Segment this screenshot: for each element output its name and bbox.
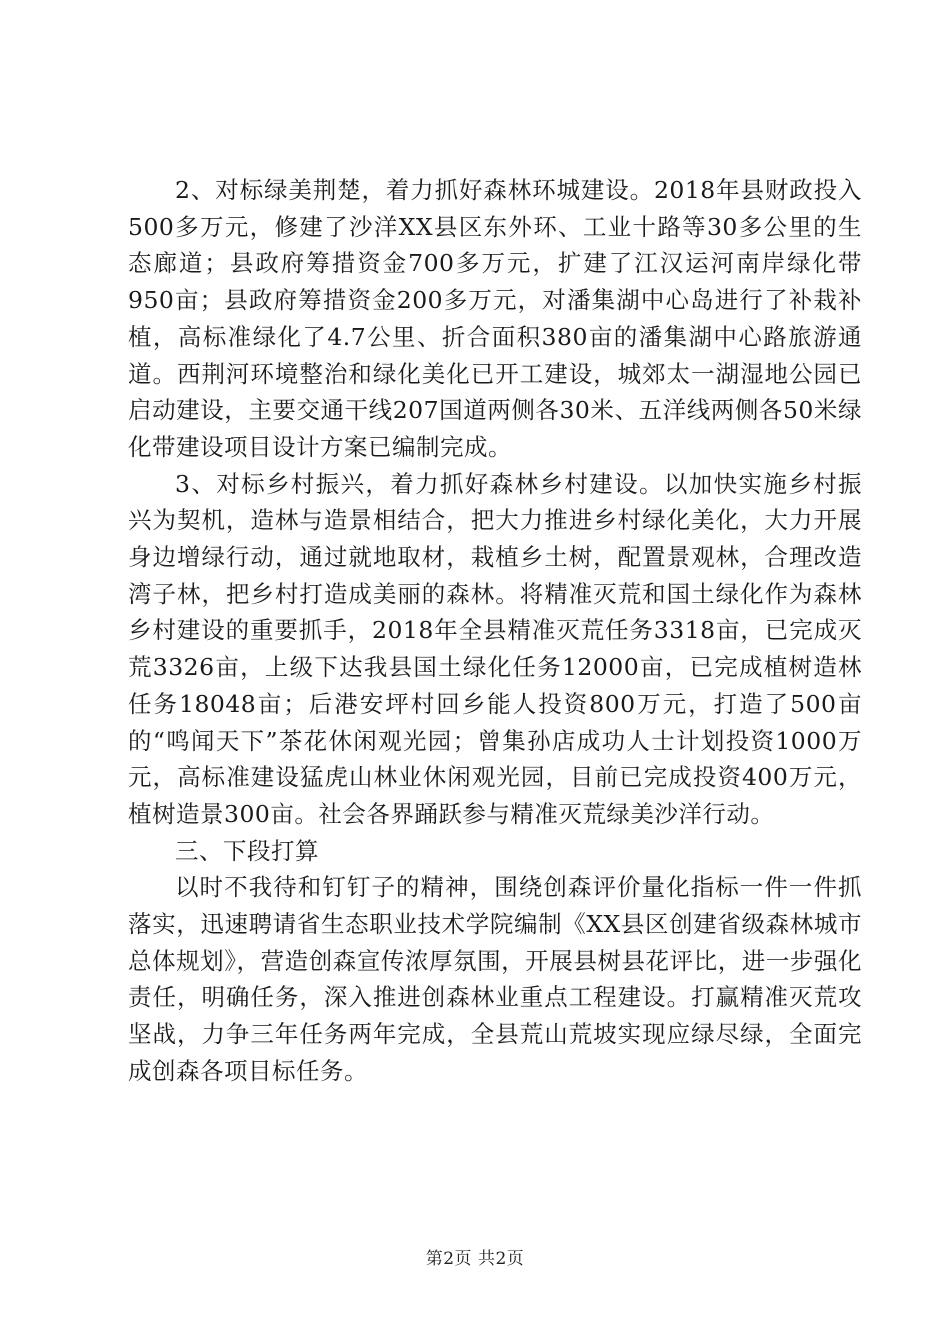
paragraph-forest-city-ring: 2、对标绿美荆楚，着力抓好森林环城建设。2018年县财政投入500多万元，修建了沙洋XX县区东外环、工业十路等30多公里的生态廊道；县政府筹措资金700多万元，扩建了江汉运河南岸绿化带950亩；县政府筹措资金200多万元，对潘集湖中心岛进行了补栽补植，高标准绿化了4.7公里、折合面积380亩的潘集湖中心路旅游通道。西荆河环境整治和绿化美化已开工建设，城郊太一湖湿地公园已启动建设，主要交通干线207国道两侧各30米、五洋线两侧各50米绿化带建设项目设计方案已编制完成。 [128,176,862,461]
document-body [128,172,862,1090]
paragraph-forest-village: 3、对标乡村振兴，着力抓好森林乡村建设。以加快实施乡村振兴为契机，造林与造景相结合，把大力推进乡村绿化美化，大力开展身边增绿行动，通过就地取材，栽植乡土树，配置景观林，合理改造湾子林，把乡村打造成美丽的森林。将精准灭荒和国土绿化作为森林乡村建设的重要抓手，2018年全县精准灭荒任务3318亩，已完成灭荒3326亩，上级下达我县国土绿化任务12000亩，已完成植树造林任务18048亩；后港安坪村回乡能人投资800万元，打造了500亩的“鸣闻天下”茶花休闲观光园；曾集孙店成功人士计划投资1000万元，高标准建设猛虎山林业休闲观光园，目前已完成投资400万元，植树造景300亩。社会各界踊跃参与精准灭荒绿美沙洋行动。 [128,469,862,828]
page-number-footer: 第2页 共2页 [425,1249,525,1269]
paragraph-next-plan: 以时不我待和钉钉子的精神，围绕创森评价量化指标一件一件抓落实，迅速聘请省生态职业技术学院编制《XX县区创建省级森林城市总体规划》，营造创森宣传浓厚氛围，开展县树县花评比，进一步强化责任，明确任务，深入推进创森林业重点工程建设。打赢精准灭荒攻坚战，力争三年任务两年完成，全县荒山荒坡实现应绿尽绿，全面完成创森各项目标任务。 [128,873,862,1085]
section-heading-next-plan: 三、下段打算 [175,836,319,865]
